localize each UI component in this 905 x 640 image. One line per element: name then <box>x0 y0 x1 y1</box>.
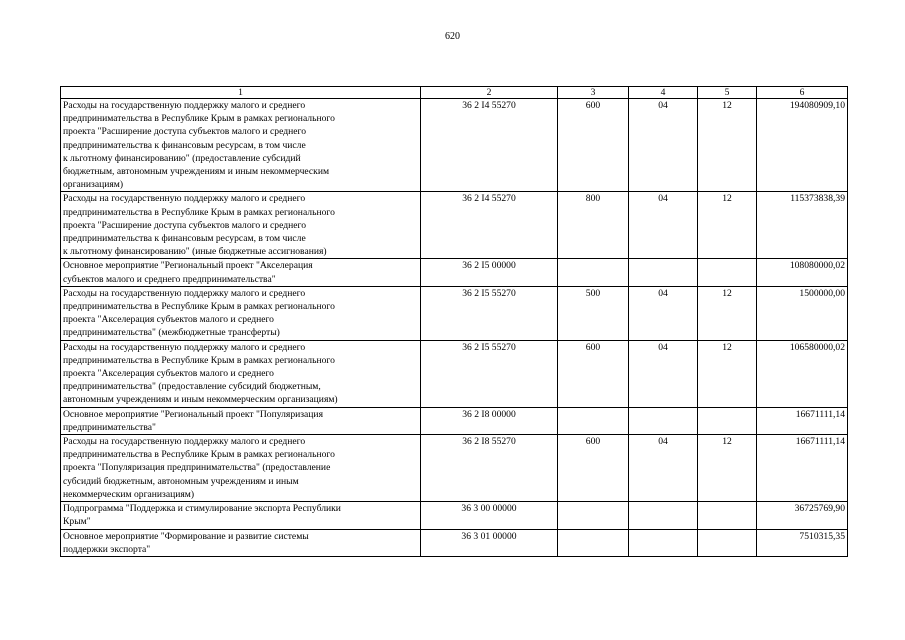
section-cell: 04 <box>629 286 698 340</box>
table-row <box>61 340 848 407</box>
section-cell: 04 <box>629 340 698 407</box>
amount-cell: 1500000,00 <box>757 286 848 340</box>
table-row <box>61 286 848 340</box>
target-code-cell: 36 2 I4 55270 <box>421 99 558 192</box>
column-header: 3 <box>558 87 629 99</box>
description-line: Расходы на государственную поддержку малого и среднего <box>63 193 306 205</box>
section-cell: 04 <box>629 192 698 259</box>
subsection-cell: 12 <box>698 286 757 340</box>
target-code-cell: 36 2 I5 55270 <box>421 340 558 407</box>
description-line: Основное мероприятие "Формирование и развитие системы <box>63 530 309 542</box>
expense-type-cell: 500 <box>558 286 629 340</box>
table-row <box>61 435 848 502</box>
table-row <box>61 529 848 556</box>
description-line: проекта "Акселерация субъектов малого и среднего <box>63 314 274 326</box>
row-description <box>61 407 421 434</box>
target-code-cell: 36 2 I5 55270 <box>421 286 558 340</box>
description-line: предпринимательства" <box>63 421 156 433</box>
target-code-cell: 36 3 01 00000 <box>421 529 558 556</box>
description-line: к льготному финансированию" (предоставление субсидий <box>63 152 301 164</box>
table-row <box>61 99 848 192</box>
description-line: предпринимательства" (межбюджетные трансферты) <box>63 327 280 339</box>
description-line: Расходы на государственную поддержку малого и среднего <box>63 100 306 111</box>
expense-type-cell: 600 <box>558 340 629 407</box>
budget-table <box>60 86 848 557</box>
row-description <box>61 502 421 529</box>
column-header: 6 <box>757 87 848 99</box>
table-row <box>61 502 848 529</box>
expense-type-cell: 600 <box>558 99 629 192</box>
description-line: проекта "Расширение доступа субъектов малого и среднего <box>63 126 307 138</box>
amount-cell: 106580000,02 <box>757 340 848 407</box>
description-line: к льготному финансированию" (иные бюджетные ассигнования) <box>63 246 327 258</box>
description-line: Расходы на государственную поддержку малого и среднего <box>63 341 306 353</box>
description-line: организациям) <box>63 179 124 191</box>
table-body <box>61 99 848 557</box>
amount-cell: 115373838,39 <box>757 192 848 259</box>
table-header-row <box>61 87 848 99</box>
subsection-cell: 12 <box>698 435 757 502</box>
row-description <box>61 435 421 502</box>
column-header: 1 <box>61 87 421 99</box>
section-cell <box>629 259 698 286</box>
row-description <box>61 286 421 340</box>
description-line: предпринимательства к финансовым ресурсам, в том числе <box>63 233 306 245</box>
column-header: 5 <box>698 87 757 99</box>
row-description <box>61 192 421 259</box>
expense-type-cell: 800 <box>558 192 629 259</box>
expense-type-cell: 600 <box>558 435 629 502</box>
target-code-cell: 36 3 00 00000 <box>421 502 558 529</box>
subsection-cell: 12 <box>698 340 757 407</box>
description-line: предпринимательства в Республике Крым в рамках регионального <box>63 449 335 461</box>
expense-type-cell <box>558 259 629 286</box>
subsection-cell <box>698 529 757 556</box>
column-header: 4 <box>629 87 698 99</box>
target-code-cell: 36 2 I5 00000 <box>421 259 558 286</box>
subsection-cell: 12 <box>698 192 757 259</box>
description-line: Крым" <box>63 516 91 528</box>
subsection-cell <box>698 259 757 286</box>
subsection-cell: 12 <box>698 99 757 192</box>
description-line: Основное мероприятие "Региональный проект "Популяризация <box>63 408 323 420</box>
target-code-cell: 36 2 I8 55270 <box>421 435 558 502</box>
description-line: Расходы на государственную поддержку малого и среднего <box>63 287 306 299</box>
target-code-cell: 36 2 I8 00000 <box>421 407 558 434</box>
description-line: предпринимательства в Республике Крым в рамках регионального <box>63 113 335 125</box>
row-description <box>61 99 421 192</box>
description-line: предпринимательства" (предоставление субсидий бюджетным, <box>63 381 321 393</box>
section-cell <box>629 529 698 556</box>
section-cell <box>629 407 698 434</box>
expense-type-cell <box>558 502 629 529</box>
page-number: 620 <box>445 31 460 42</box>
amount-cell: 194080909,10 <box>757 99 848 192</box>
table-row <box>61 259 848 286</box>
amount-cell: 7510315,35 <box>757 529 848 556</box>
description-line: бюджетным, автономным учреждениям и иным некоммерческим <box>63 166 330 178</box>
description-line: субъектов малого и среднего предпринимательства" <box>63 273 276 285</box>
table-row <box>61 407 848 434</box>
amount-cell: 16671111,14 <box>757 407 848 434</box>
description-line: предпринимательства в Республике Крым в рамках регионального <box>63 354 335 366</box>
amount-cell: 16671111,14 <box>757 435 848 502</box>
description-line: субсидий бюджетным, автономным учреждениям и иным <box>63 475 299 487</box>
description-line: предпринимательства в Республике Крым в рамках регионального <box>63 301 335 313</box>
description-line: некоммерческим организациям) <box>63 488 195 500</box>
target-code-cell: 36 2 I4 55270 <box>421 192 558 259</box>
subsection-cell <box>698 407 757 434</box>
expense-type-cell <box>558 407 629 434</box>
section-cell: 04 <box>629 99 698 192</box>
description-line: предпринимательства в Республике Крым в рамках регионального <box>63 206 335 218</box>
amount-cell: 36725769,90 <box>757 502 848 529</box>
description-line: поддержки экспорта" <box>63 543 151 555</box>
row-description <box>61 529 421 556</box>
section-cell: 04 <box>629 435 698 502</box>
table-row <box>61 192 848 259</box>
description-line: Подпрограмма "Поддержка и стимулирование экспорта Республики <box>63 503 341 515</box>
column-header: 2 <box>421 87 558 99</box>
subsection-cell <box>698 502 757 529</box>
description-line: проекта "Акселерация субъектов малого и среднего <box>63 368 274 380</box>
description-line: проекта "Расширение доступа субъектов малого и среднего <box>63 219 307 231</box>
row-description <box>61 340 421 407</box>
description-line: предпринимательства к финансовым ресурсам, в том числе <box>63 139 306 151</box>
description-line: автономным учреждениям и иным некоммерческим организациям) <box>63 394 338 406</box>
description-line: Основное мероприятие "Региональный проект "Акселерация <box>63 260 313 272</box>
expense-type-cell <box>558 529 629 556</box>
description-line: Расходы на государственную поддержку малого и среднего <box>63 436 306 448</box>
section-cell <box>629 502 698 529</box>
row-description <box>61 259 421 286</box>
amount-cell: 108080000,02 <box>757 259 848 286</box>
description-line: проекта "Популяризация предпринимательства" (предоставление <box>63 462 331 474</box>
